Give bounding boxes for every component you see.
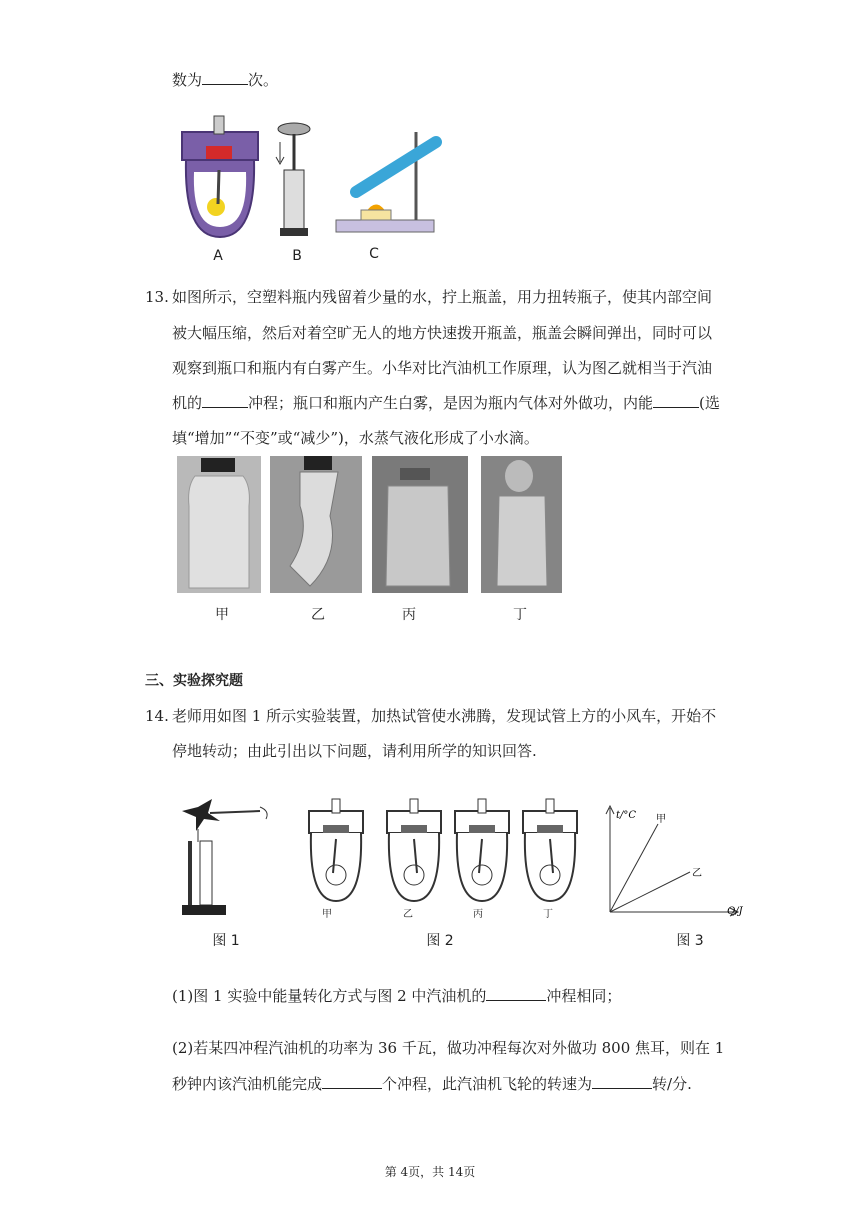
answer-blank xyxy=(202,70,248,85)
answer-blank xyxy=(486,986,546,1001)
test-tube-burner-c xyxy=(336,132,436,232)
x-axis-label: Q/J xyxy=(727,906,743,917)
engine-sketch xyxy=(455,799,509,901)
answer-blank xyxy=(322,1074,382,1089)
bottle-photo-bing xyxy=(372,456,468,593)
engine-label-yi: 乙 xyxy=(403,909,413,920)
fig-label-a: A xyxy=(213,248,223,264)
q12-figure-abc xyxy=(176,112,446,247)
q13-line-1: 如图所示，空塑料瓶内残留着少量的水，拧上瓶盖，用力扭转瓶子，使其内部空间 xyxy=(172,288,713,306)
fig-label-b: B xyxy=(292,248,302,264)
engine-strokes xyxy=(309,799,577,901)
engine-label-ding: 丁 xyxy=(543,909,553,920)
y-axis-label: t/°C xyxy=(616,810,637,821)
answer-blank xyxy=(202,393,248,408)
caption-fig-1: 图 1 xyxy=(212,933,240,949)
question-number-14: 14. xyxy=(145,707,169,725)
section-heading: 三、实验探究题 xyxy=(145,673,243,689)
photo-label-ding: 丁 xyxy=(513,607,527,623)
q13-line4-text-a: 机的 xyxy=(172,394,203,412)
q12-tail-text-end: 次。 xyxy=(248,71,279,89)
series-label-yi: 乙 xyxy=(692,868,702,879)
photo-label-bing: 丙 xyxy=(402,607,416,623)
q13-line-2: 被大幅压缩，然后对着空旷无人的地方快速拨开瓶盖，瓶盖会瞬间弹出，同时可以 xyxy=(172,324,713,342)
bottle-photo-jia xyxy=(177,456,261,593)
answer-blank xyxy=(592,1074,652,1089)
q14-sub2-text-a: 秒钟内该汽油机能完成 xyxy=(172,1075,323,1093)
q14-line-1: 老师用如图 1 所示实验装置，加热试管使水沸腾，发现试管上方的小风车，开始不 xyxy=(172,707,717,725)
q12-tail-line xyxy=(172,70,278,90)
q13-line-3: 观察到瓶口和瓶内有白雾产生。小华对比汽油机工作原理，认为图乙就相当于汽油 xyxy=(172,359,713,377)
photo-label-jia: 甲 xyxy=(215,607,229,623)
q14-sub2-text-c: 转/分. xyxy=(652,1075,692,1093)
bottle-photo-yi xyxy=(270,456,362,593)
caption-fig-3: 图 3 xyxy=(676,933,704,949)
q14-sub2-text-b: 个冲程，此汽油机飞轮的转速为 xyxy=(382,1075,593,1093)
figure-1-apparatus xyxy=(178,797,273,919)
photo-label-yi: 乙 xyxy=(311,607,325,623)
fig-label-c: C xyxy=(369,246,379,262)
answer-blank xyxy=(653,393,699,408)
q13-line4-text-c: (选 xyxy=(699,394,720,412)
air-pump-b xyxy=(276,123,310,236)
q13-line-4 xyxy=(172,393,720,413)
figure-2-engines xyxy=(303,797,583,919)
q14-line-2: 停地转动；由此引出以下问题，请利用所学的知识回答. xyxy=(172,742,537,760)
engine-label-jia: 甲 xyxy=(322,909,332,920)
series-line-yi xyxy=(610,872,690,912)
bottle-photo-ding xyxy=(481,456,562,593)
engine-sketch xyxy=(309,799,363,901)
engine-sketch xyxy=(387,799,441,901)
q13-line-5: 填“增加”“不变”或“减少”)，水蒸气液化形成了小水滴。 xyxy=(172,429,539,447)
engine-diagram-a xyxy=(182,116,258,237)
engine-label-bing: 丙 xyxy=(473,909,483,920)
q14-sub1-text-a: (1)图 1 实验中能量转化方式与图 2 中汽油机的 xyxy=(172,987,487,1005)
series-label-jia: 甲 xyxy=(656,814,666,825)
question-number-13: 13. xyxy=(145,288,169,306)
q12-tail-text: 数为 xyxy=(172,71,203,89)
figure-3-graph xyxy=(600,800,750,920)
caption-fig-2: 图 2 xyxy=(426,933,454,949)
q14-sub2-line-2 xyxy=(172,1074,692,1094)
q13-line4-text-b: 冲程；瓶口和瓶内产生白雾，是因为瓶内气体对外做功，内能 xyxy=(248,394,654,412)
page-footer: 第 4页，共 14页 xyxy=(384,1165,476,1179)
q14-sub1-text-b: 冲程相同； xyxy=(546,987,622,1005)
q14-sub2-line-1: (2)若某四冲程汽油机的功率为 36 千瓦，做功冲程每次对外做功 800 焦耳，则在 1 xyxy=(172,1039,725,1057)
series-line-jia xyxy=(610,824,658,912)
q14-sub1 xyxy=(172,986,621,1006)
engine-sketch xyxy=(523,799,577,901)
